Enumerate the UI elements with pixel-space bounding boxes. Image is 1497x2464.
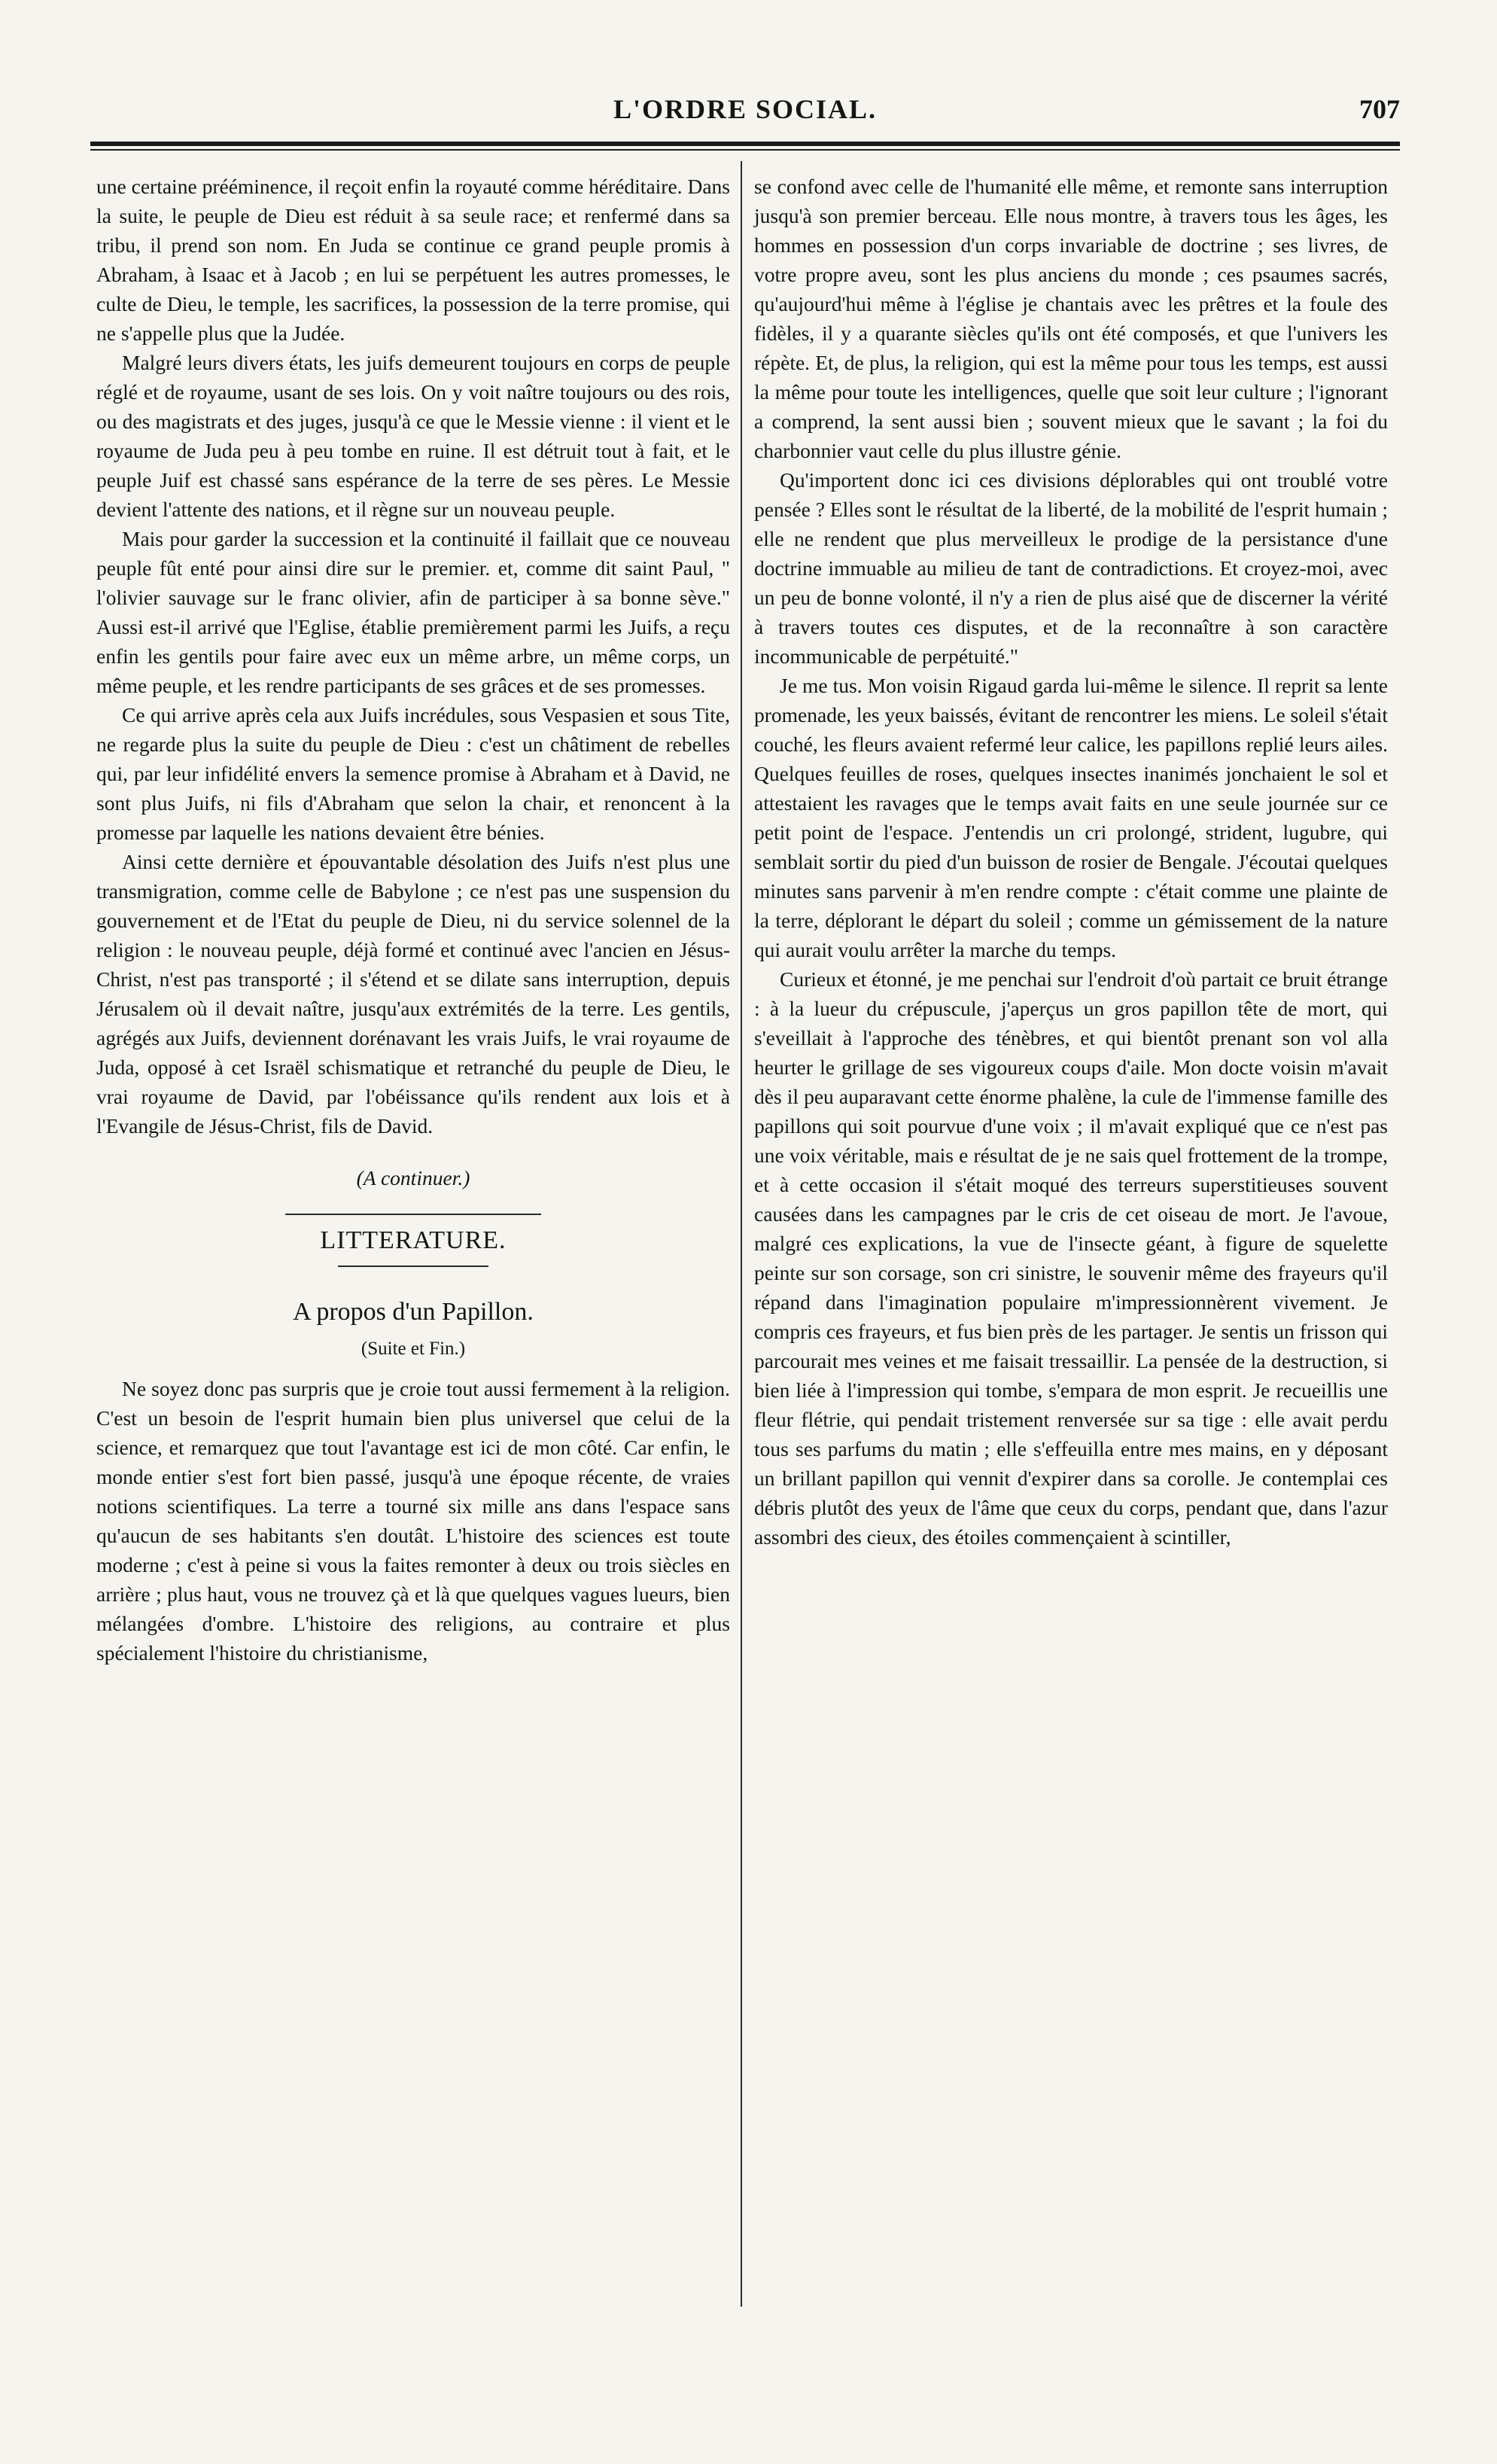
page-header <box>90 92 1400 137</box>
paragraph: Ce qui arrive après cela aux Juifs incrédules, sous Vespasien et sous Tite, ne regarde plus la suite du peuple de Dieu : c'est un châtiment de rebelles qui, par leur infidélité envers la semence promise à Abraham et à David, ne sont plus Juifs, ni fils d'Abraham que selon la chair, et renoncent à la promesse par laquelle les nations devaient être bénies. <box>96 703 730 844</box>
header-rule-thick <box>90 142 1400 146</box>
paragraph: Je me tus. Mon voisin Rigaud garda lui-même le silence. Il reprit sa lente promenade, les yeux baissés, évitant de rencontrer les miens. Le soleil s'était couché, les fleurs avaient refermé leur calice, les papillons replié leurs ailes. Quelques feuilles de roses, quelques insectes inanimés jonchaient le sol et attestaient les ravages que le temps avait faits en une seule journée sur ce petit point de l'espace. J'entendis un cri prolongé, strident, lugubre, qui semblait sortir du pied d'un buisson de rosier de Bengale. J'écoutai quelques minutes sans parvenir à m'en rendre compte : c'était comme une plainte de la terre, déplorant le départ du soleil ; comme un gémissement de la nature qui aurait voulu arrêter la marche du temps. <box>754 674 1388 961</box>
paragraph: Mais pour garder la succession et la continuité il faillait que ce nouveau peuple fût enté pour ainsi dire sur le premier. et, comme dit saint Paul, " l'olivier sauvage sur le franc olivier, afin de participer à sa bonne sève." Aussi est-il arrivé que l'Eglise, établie premièrement parmi les Juifs, a reçu enfin les gentils pour faire avec eux un même arbre, un même corps, un même peuple, et les rendre participants de ses grâces et de ses promesses. <box>96 527 730 697</box>
right-column <box>754 172 1388 1552</box>
article-title: A propos d'un Papillon. <box>293 1298 534 1326</box>
section-title-underline <box>338 1266 488 1267</box>
paragraph: se confond avec celle de l'humanité elle même, et remonte sans interruption jusqu'à son premier berceau. Elle nous montre, à travers tous les âges, les hommes en possession d'un corps invariable de doctrine ; ses livres, de votre propre aveu, sont les plus anciens du monde ; ces psaumes sacrés, qu'aujourd'hui même à l'église je chantais avec les prêtres et la foule des fidèles, il y a quarante siècles qu'ils ont été composés, et que l'univers les répète. Et, de plus, la religion, qui est la même pour tous les temps, est aussi la même pour toute les intelligences, quelle que soit leur culture ; l'ignorant a comprend, la sent aussi bien ; souvent mieux que le savant ; la foi du charbonnier vaut celle du plus illustre génie. <box>754 175 1388 462</box>
page-number: 707 <box>1359 94 1400 124</box>
article-subtitle: (Suite et Fin.) <box>361 1339 466 1359</box>
to-be-continued: (A continuer.) <box>356 1166 470 1189</box>
paragraph: Ne soyez donc pas surpris que je croie tout aussi fermement à la religion. C'est un besoin de l'esprit humain bien plus universel que celui de la science, et remarquez que tout l'avantage est ici de mon côté. Car enfin, le monde entier s'est fort bien passé, jusqu'à une époque récente, de vraies notions scientifiques. La terre a tourné six mille ans dans l'espace sans qu'aucun de ses habitants s'en doutât. L'histoire des sciences est toute moderne ; c'est à peine si vous la faites remonter à deux ou trois siècles en arrière ; plus haut, vous ne trouvez çà et là que quelques vagues lueurs, bien mélangées d'ombre. L'histoire des religions, au contraire et plus spécialement l'histoire du christianisme, <box>96 1377 730 1664</box>
header-rule-thin <box>90 149 1400 151</box>
paragraph: une certaine prééminence, il reçoit enfin la royauté comme héréditaire. Dans la suite, le peuple de Dieu est réduit à sa seule race; et renfermé dans sa tribu, il prend son nom. En Juda se continue ce grand peuple promis à Abraham, à Isaac et à Jacob ; en lui se perpétuent les autres promesses, le culte de Dieu, le temple, les sacrifices, la possession de la terre promise, qui ne s'appelle plus que la Judée. <box>96 175 730 345</box>
paragraph: Malgré leurs divers états, les juifs demeurent toujours en corps de peuple réglé et de royaume, usant de ses lois. On y voit naître toujours ou des rois, ou des magistrats et des juges, jusqu'à ce que le Messie vienne : il vient et le royaume de Juda peu à peu tombe en ruine. Il est détruit tout à fait, et le peuple Juif est chassé sans espérance de la terre de ses pères. Le Messie devient l'attente des nations, et il règne sur un nouveau peuple. <box>96 351 730 521</box>
paragraph: Qu'importent donc ici ces divisions déplorables qui ont troublé votre pensée ? Elles sont le résultat de la liberté, de la mobilité de l'esprit humain ; elle ne rendent que plus merveilleux le prodige de la persistance d'une doctrine immuable au milieu de tant de contradictions. Et croyez-moi, avec un peu de bonne volonté, il n'y a rien de plus aisé que de discerner la vérité à travers toutes ces disputes, et de la reconnaître à son caractère incommunicable de perpétuité." <box>754 468 1388 668</box>
column-separator <box>741 161 742 2307</box>
paragraph: Ainsi cette dernière et épouvantable désolation des Juifs n'est plus une transmigration, comme celle de Babylone ; ce n'est pas une suspension du gouvernement et de l'Etat du peuple de Dieu, ni du service solennel de la religion : le nouveau peuple, déjà formé et continué avec l'ancien en Jésus-Christ, n'est pas transporté ; il s'étend et se dilate sans interruption, depuis Jérusalem où il devait naître, jusqu'aux extrémités de la terre. Les gentils, agrégés aux Juifs, deviennent dorénavant les vrais Juifs, le vrai royaume de Juda, opposé à cet Israël schismatique et retranché du peuple de Dieu, le vrai royaume de David, par l'obéissance qu'ils rendent aux lois et à l'Evangile de Jésus-Christ, fils de David. <box>96 850 730 1138</box>
paragraph: Curieux et étonné, je me penchai sur l'endroit d'où partait ce bruit étrange : à la lueur du crépuscule, j'aperçus un gros papillon tête de mort, qui s'eveillait à l'approche des ténèbres, et qui bientôt prenant son vol alla heurter le grillage de ses vigoureux coups d'aile. Mon docte voisin m'avait dès il peu auparavant cette énorme phalène, la cule de l'immense famille des papillons qui soit pourvue d'une voix ; il m'avait expliqué que ce n'est pas une voix véritable, mais e résultat de je ne sais quel frottement de la trompe, et à cette occasion il s'était moqué des terreurs superstitieuses souvent causées dans les campagnes par le cris de cet oiseau de mort. Je l'avoue, malgré ces explications, la vue de l'insecte géant, à figure de squelette peinte sur son corsage, son cri sinistre, le souvenir même des frayeurs qu'il répand dans l'imagination populaire m'impressionnèrent vivement. Je compris ces frayeurs, et fus bien près de les partager. Je sentis un frisson qui parcourait mes veines et me faisait tressaillir. La pensée de la destruction, si bien liée à l'impression qui tombe, s'empara de mon esprit. Je recueillis une fleur flétrie, qui pendait tristement renversée sur sa tige : elle avait perdu tous ses parfums du matin ; elle s'effeuilla entre mes mains, en y déposant un brillant papillon qui vennit d'expirer dans sa corolle. Je contemplai ces débris plutôt des yeux de l'âme que ceux du corps, pendant que, dans l'azur assombri des cieux, des étoiles commençaient à scintiller, <box>754 967 1388 1549</box>
journal-title: L'ORDRE SOCIAL. <box>613 94 878 124</box>
section-title: LITTERATURE. <box>320 1226 507 1254</box>
left-column <box>96 172 730 1668</box>
section-divider <box>285 1214 541 1215</box>
